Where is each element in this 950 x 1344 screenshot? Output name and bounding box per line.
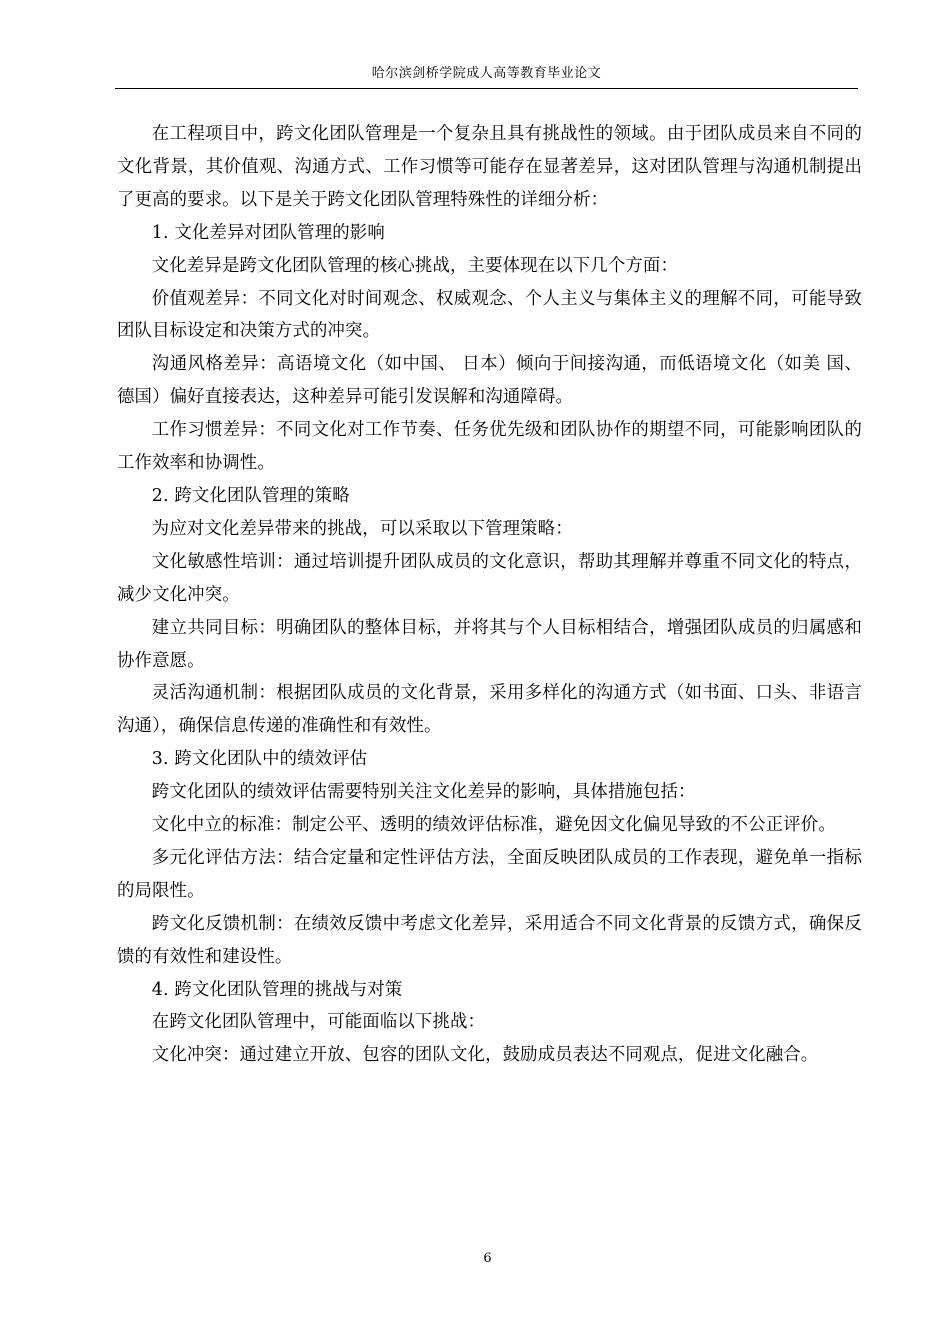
paragraph: 在跨文化团队管理中，可能面临以下挑战： [151, 1012, 486, 1033]
section-heading-4: 4. 跨文化团队管理的挑战与对策 [151, 979, 403, 1000]
paragraph: 文化中立的标准：制定公平、透明的绩效评估标准，避免因文化偏见导致的不公正评价。 [151, 815, 836, 836]
paragraph: 工作习惯差异：不同文化对工作节奏、任务优先级和团队协作的期望不同，可能影响团队的工作效率和协调性。 [117, 420, 862, 474]
paragraph: 价值观差异：不同文化对时间观念、权威观念、个人主义与集体主义的理解不同，可能导致团队目标设定和决策方式的冲突。 [117, 288, 862, 342]
paragraph: 沟通风格差异：高语境文化（如中国、 日本）倾向于间接沟通，而低语境文化（如美 国、德国）偏好直接表达，这种差异可能引发误解和沟通障碍。 [117, 354, 862, 408]
paragraph: 跨文化团队的绩效评估需要特别关注文化差异的影响，具体措施包括： [151, 782, 696, 803]
section-heading-2: 2. 跨文化团队管理的策略 [151, 485, 350, 506]
body-text [117, 118, 862, 1072]
paragraph: 为应对文化差异带来的挑战，可以采取以下管理策略： [151, 518, 573, 539]
paragraph: 文化差异是跨文化团队管理的核心挑战，主要体现在以下几个方面： [151, 255, 679, 276]
paragraph-intro: 在工程项目中，跨文化团队管理是一个复杂且具有挑战性的领域。由于团队成员来自不同的文化背景，其价值观、沟通方式、工作习惯等可能存在显著差异，这对团队管理与沟通机制提出了更高的要求。以下是关于跨文化团队管理特殊性的详细分析： [117, 124, 862, 210]
paragraph: 建立共同目标：明确团队的整体目标，并将其与个人目标相结合，增强团队成员的归属感和协作意愿。 [117, 617, 862, 671]
section-heading-3: 3. 跨文化团队中的绩效评估 [151, 749, 368, 770]
paragraph: 文化敏感性培训：通过培训提升团队成员的文化意识，帮助其理解并尊重不同文化的特点，减少文化冲突。 [117, 551, 862, 605]
paragraph: 多元化评估方法：结合定量和定性评估方法，全面反映团队成员的工作表现，避免单一指标的局限性。 [117, 847, 862, 901]
paragraph: 文化冲突：通过建立开放、包容的团队文化，鼓励成员表达不同观点，促进文化融合。 [151, 1045, 819, 1066]
page-number: 6 [483, 1251, 492, 1266]
header-divider [115, 88, 858, 89]
running-header: 哈尔滨剑桥学院成人高等教育毕业论文 [371, 66, 602, 81]
paragraph: 灵活沟通机制：根据团队成员的文化背景，采用多样化的沟通方式（如书面、口头、非语言沟通），确保信息传递的准确性和有效性。 [117, 683, 862, 737]
paragraph: 跨文化反馈机制：在绩效反馈中考虑文化差异，采用适合不同文化背景的反馈方式，确保反馈的有效性和建设性。 [117, 913, 862, 967]
section-heading-1: 1. 文化差异对团队管理的影响 [151, 222, 385, 243]
